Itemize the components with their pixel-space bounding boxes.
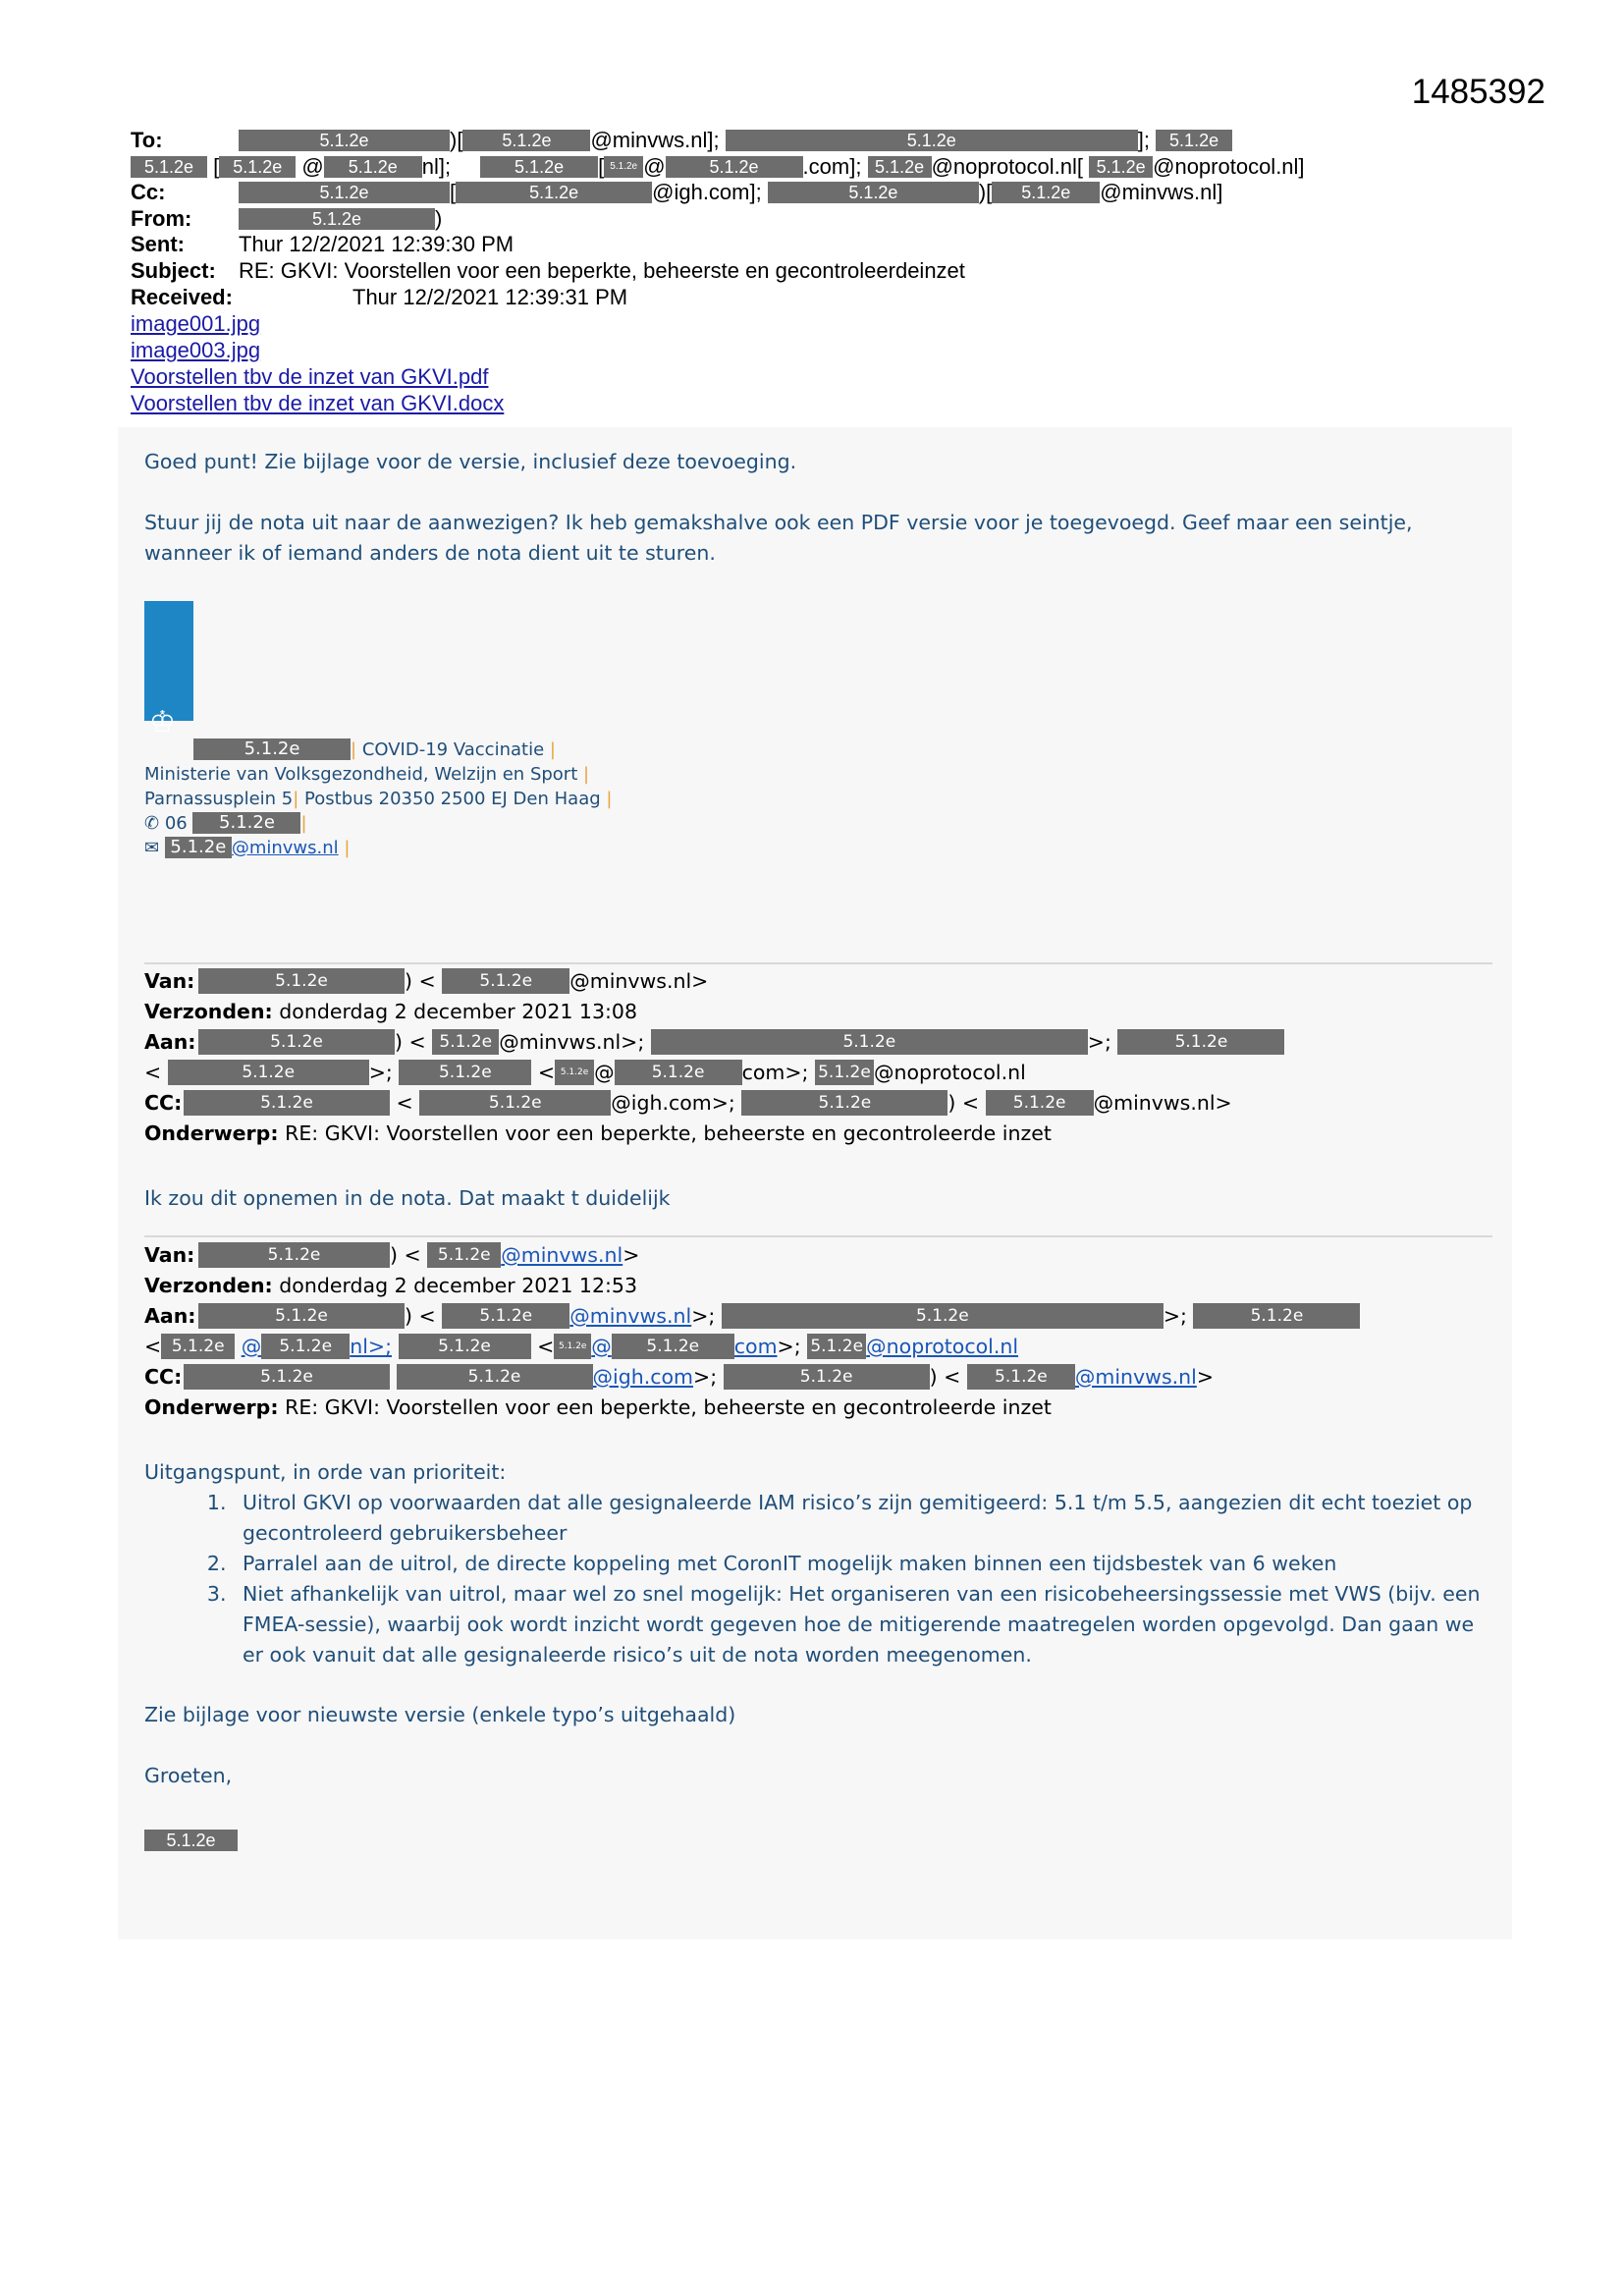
addr-domain: @igh.com>;: [611, 1091, 735, 1115]
redaction: 5.1.2e: [604, 156, 643, 178]
list-item: 1. Uitrol GKVI op voorwaarden dat alle gesignaleerde IAM risico’s zijn gemitigeerd: 5.1 t/m 5.5, aangezien dit echt toeziet op gecontroleerd gebruikersbeheer: [233, 1488, 1499, 1549]
redaction: 5.1.2e: [239, 130, 450, 151]
verzonden-value: donderdag 2 december 2021 13:08: [279, 1000, 637, 1023]
verzonden-label: Verzonden:: [144, 1274, 273, 1297]
to-row: [131, 128, 1505, 154]
aan-row: [144, 1027, 1489, 1058]
to-sep: [: [213, 153, 220, 179]
pipe: |: [300, 813, 307, 834]
to-domain: @noprotocol.nl]: [1153, 153, 1305, 179]
aan-row: [144, 1301, 1489, 1332]
cc-sep: )[: [978, 180, 993, 205]
separator: [144, 1235, 1492, 1237]
to-sep: [: [598, 153, 605, 179]
redaction: 5.1.2e: [555, 1060, 594, 1085]
redaction: 5.1.2e: [1089, 156, 1153, 178]
redaction: 5.1.2e: [144, 1830, 238, 1851]
addr-domain: @minvws.nl>: [1093, 1091, 1232, 1115]
redaction: 5.1.2e: [161, 1334, 235, 1359]
onderwerp-label: Onderwerp:: [144, 1121, 279, 1145]
verzonden-row: [144, 997, 1489, 1027]
addr-sep: >;: [777, 1335, 801, 1358]
rijksoverheid-logo: [144, 601, 193, 721]
signature-postbus: Postbus 20350 2500 EJ Den Haag: [304, 789, 601, 809]
addr-sep: <: [144, 1061, 162, 1084]
redaction: 5.1.2e: [815, 1060, 874, 1085]
to-label: To:: [131, 128, 163, 152]
signature: [144, 738, 612, 860]
quoted-header-2: [144, 1240, 1489, 1423]
cc-label: Cc:: [131, 180, 166, 205]
cc-row: [144, 1088, 1489, 1119]
attachment-link[interactable]: Voorstellen tbv de inzet van GKVI.pdf: [131, 364, 489, 390]
subject-label: Subject:: [131, 257, 216, 283]
addr-domain: com>;: [741, 1061, 809, 1084]
received-row: [131, 285, 1505, 311]
from-label: From:: [131, 205, 192, 231]
crest-icon: ♔: [149, 706, 176, 738]
redaction: 5.1.2e: [239, 182, 450, 203]
email-header: [131, 128, 1505, 416]
greeting: Groeten,: [144, 1764, 233, 1787]
list-item: 2. Parralel aan de uitrol, de directe koppeling met CoronIT mogelijk maken binnen een tijdsbestek van 6 weken: [233, 1549, 1499, 1579]
redaction: 5.1.2e: [1156, 130, 1232, 151]
priority-list: [144, 1488, 1499, 1670]
redaction: 5.1.2e: [168, 1060, 369, 1085]
redaction: 5.1.2e: [198, 1303, 405, 1329]
from-sep: ): [435, 205, 443, 231]
redaction: 5.1.2e: [554, 1334, 591, 1359]
redaction: 5.1.2e: [397, 1364, 593, 1390]
signature-phone: 06: [164, 813, 188, 834]
aan-row-2: [144, 1058, 1489, 1088]
sent-label: Sent:: [131, 232, 185, 257]
to-sep: )[: [450, 128, 463, 152]
redaction: 5.1.2e: [807, 1334, 866, 1359]
aan-label: Aan:: [144, 1030, 196, 1054]
to-domain: @noprotocol.nl[: [931, 153, 1083, 179]
verzonden-value: donderdag 2 december 2021 12:53: [279, 1274, 637, 1297]
redaction: 5.1.2e: [462, 130, 590, 151]
redaction: 5.1.2e: [992, 182, 1100, 203]
verzonden-label: Verzonden:: [144, 1000, 273, 1023]
redaction: 5.1.2e: [193, 738, 351, 760]
subject-value: RE: GKVI: Voorstellen voor een beperkte, beheerste en gecontroleerdeinzet: [239, 257, 965, 283]
verzonden-row: [144, 1271, 1489, 1301]
priority-intro: Uitgangspunt, in orde van prioriteit:: [144, 1460, 507, 1484]
addr-domain[interactable]: @minvws.nl: [569, 1304, 692, 1328]
redaction: 5.1.2e: [456, 182, 652, 203]
redaction: 5.1.2e: [324, 156, 422, 178]
sent-row: [131, 232, 1505, 258]
received-value: Thur 12/2/2021 12:39:31 PM: [352, 284, 628, 309]
redaction: 5.1.2e: [442, 968, 569, 994]
redaction: 5.1.2e: [868, 156, 932, 178]
redaction: 5.1.2e: [666, 156, 803, 178]
addr-domain[interactable]: @igh.com: [592, 1365, 694, 1389]
redaction: 5.1.2e: [726, 130, 1138, 151]
redaction: 5.1.2e: [1193, 1303, 1360, 1329]
attachment-link[interactable]: image003.jpg: [131, 338, 261, 363]
pipe: |: [344, 838, 351, 858]
addr-sep: ) <: [929, 1365, 961, 1389]
addr-sep: >;: [693, 1365, 718, 1389]
reply-paragraph: Goed punt! Zie bijlage voor de versie, inclusief deze toevoeging.: [144, 450, 797, 473]
quoted-body-1: [144, 1183, 1499, 1214]
aan-label: Aan:: [144, 1304, 196, 1328]
redaction: 5.1.2e: [419, 1090, 611, 1116]
addr-sep: ) <: [947, 1091, 980, 1115]
addr-domain[interactable]: @minvws.nl: [501, 1243, 623, 1267]
list-item: 3. Niet afhankelijk van uitrol, maar wel zo snel mogelijk: Het organiseren van een risicobeheersingssessie met VWS (bijv. een FMEA-sessie), waarbij ook wordt inzicht wordt gegeven hoe de mitigerende maatregelen worden opgevolgd. Dan gaan we er ook vanuit dat alle gesignaleerde risico’s uit de nota worden meegenomen.: [233, 1579, 1499, 1670]
addr-sep: ) <: [390, 1243, 421, 1267]
addr-domain[interactable]: nl>;: [350, 1335, 392, 1358]
to-sep: ];: [1137, 128, 1150, 152]
addr-sep: >;: [1087, 1030, 1111, 1054]
addr-sep: <: [144, 1335, 162, 1358]
addr-at: @: [594, 1061, 615, 1084]
redaction: 5.1.2e: [1117, 1029, 1284, 1055]
addr-domain[interactable]: @noprotocol.nl: [866, 1335, 1019, 1358]
quoted-paragraph: Ik zou dit opnemen in de nota. Dat maakt t duidelijk: [144, 1186, 671, 1210]
mail-icon: ✉: [144, 838, 160, 858]
redaction: 5.1.2e: [261, 1334, 350, 1359]
pipe: |: [293, 789, 299, 809]
onderwerp-value: RE: GKVI: Voorstellen voor een beperkte, beheerste en gecontroleerde inzet: [285, 1395, 1052, 1419]
onderwerp-label: Onderwerp:: [144, 1395, 279, 1419]
addr-sep: <: [537, 1335, 555, 1358]
addr-domain[interactable]: @minvws.nl: [1074, 1365, 1197, 1389]
redaction: 5.1.2e: [184, 1090, 390, 1116]
pipe: |: [583, 764, 590, 785]
to-domain: @minvws.nl];: [590, 128, 720, 152]
addr-sep: ) <: [405, 969, 436, 993]
signature-street: Parnassusplein 5: [144, 789, 294, 809]
addr-sep: >: [1196, 1365, 1215, 1389]
reply-body: [144, 447, 1499, 569]
signature-name: [144, 1831, 238, 1852]
redaction: 5.1.2e: [165, 837, 232, 858]
to-row-2: [131, 154, 1505, 181]
redaction: 5.1.2e: [741, 1090, 947, 1116]
to-domain: nl];: [421, 153, 452, 179]
pipe: |: [351, 739, 357, 760]
phone-icon: ✆: [144, 813, 160, 834]
redaction: 5.1.2e: [768, 182, 979, 203]
redaction: 5.1.2e: [239, 208, 435, 230]
van-label: Van:: [144, 1243, 195, 1267]
onderwerp-row: [144, 1393, 1489, 1423]
redaction: 5.1.2e: [198, 1242, 390, 1268]
redaction: 5.1.2e: [651, 1029, 1088, 1055]
attachment-link[interactable]: Voorstellen tbv de inzet van GKVI.docx: [131, 391, 505, 416]
addr-domain: @minvws.nl>: [569, 969, 709, 993]
to-at: @: [643, 153, 666, 179]
redaction: 5.1.2e: [399, 1334, 531, 1359]
sent-value: Thur 12/2/2021 12:39:30 PM: [239, 232, 514, 257]
addr-sep: >;: [691, 1304, 716, 1328]
addr-domain: @noprotocol.nl: [873, 1061, 1026, 1084]
addr-sep: ) <: [395, 1030, 426, 1054]
addr-domain: @minvws.nl>;: [499, 1030, 645, 1054]
addr-domain[interactable]: com: [733, 1335, 778, 1358]
from-row: [131, 206, 1505, 233]
to-at: @: [301, 153, 324, 179]
addr-at[interactable]: @: [241, 1335, 262, 1358]
subject-row: [131, 258, 1505, 285]
redaction: 5.1.2e: [198, 1029, 395, 1055]
cc-label: CC:: [144, 1091, 183, 1115]
closing-line: Zie bijlage voor nieuwste versie (enkele typo’s uitgehaald): [144, 1703, 736, 1726]
redaction: 5.1.2e: [131, 156, 207, 178]
addr-sep: ) <: [405, 1304, 436, 1328]
redaction: 5.1.2e: [192, 812, 300, 834]
addr-sep: <: [537, 1061, 556, 1084]
redaction: 5.1.2e: [480, 156, 598, 178]
addr-at[interactable]: @: [591, 1335, 612, 1358]
onderwerp-value: RE: GKVI: Voorstellen voor een beperkte, beheerste en gecontroleerde inzet: [285, 1121, 1052, 1145]
cc-domain: @igh.com];: [652, 180, 762, 205]
reply-paragraph: Stuur jij de nota uit naar de aanwezigen? Ik heb gemakshalve ook een PDF versie voor je toegevoegd. Geef maar een seintje, wanneer ik of iemand anders de nota dient uit te sturen.: [144, 511, 1413, 565]
van-label: Van:: [144, 969, 195, 993]
addr-sep: >;: [1163, 1304, 1187, 1328]
document-id: 1485392: [1411, 73, 1545, 111]
cc-sep: [: [450, 180, 457, 205]
quoted-body-2: [144, 1457, 1499, 1791]
signature-ministry: Ministerie van Volksgezondheid, Welzijn en Sport: [144, 764, 578, 785]
addr-sep: >: [623, 1243, 640, 1267]
redaction: 5.1.2e: [724, 1364, 930, 1390]
redaction: 5.1.2e: [198, 968, 405, 994]
cc-row: [144, 1362, 1489, 1393]
quoted-header-1: [144, 966, 1489, 1149]
redaction: 5.1.2e: [432, 1029, 499, 1055]
signature-email[interactable]: @minvws.nl: [231, 838, 339, 858]
separator: [144, 962, 1492, 964]
aan-row-2: [144, 1332, 1489, 1362]
van-row: [144, 1240, 1489, 1271]
cc-label: CC:: [144, 1365, 183, 1389]
redaction: 5.1.2e: [442, 1303, 569, 1329]
to-domain: .com];: [802, 153, 862, 179]
cc-row: [131, 180, 1505, 206]
received-label: Received:: [131, 284, 233, 309]
pipe: |: [549, 739, 556, 760]
pipe: |: [606, 789, 613, 809]
redaction: 5.1.2e: [184, 1364, 390, 1390]
redaction: 5.1.2e: [722, 1303, 1164, 1329]
attachment-list: [131, 310, 1505, 416]
addr-sep: >;: [368, 1061, 393, 1084]
redaction: 5.1.2e: [615, 1060, 742, 1085]
onderwerp-row: [144, 1119, 1489, 1149]
redaction: 5.1.2e: [967, 1364, 1075, 1390]
redaction: 5.1.2e: [219, 156, 296, 178]
redaction: 5.1.2e: [612, 1334, 734, 1359]
cc-domain: @minvws.nl]: [1100, 180, 1223, 205]
redaction: 5.1.2e: [427, 1242, 501, 1268]
addr-sep: <: [396, 1091, 413, 1115]
redaction: 5.1.2e: [399, 1060, 531, 1085]
van-row: [144, 966, 1489, 997]
attachment-link[interactable]: image001.jpg: [131, 311, 261, 337]
redaction: 5.1.2e: [986, 1090, 1094, 1116]
signature-unit: COVID-19 Vaccinatie: [361, 739, 545, 760]
